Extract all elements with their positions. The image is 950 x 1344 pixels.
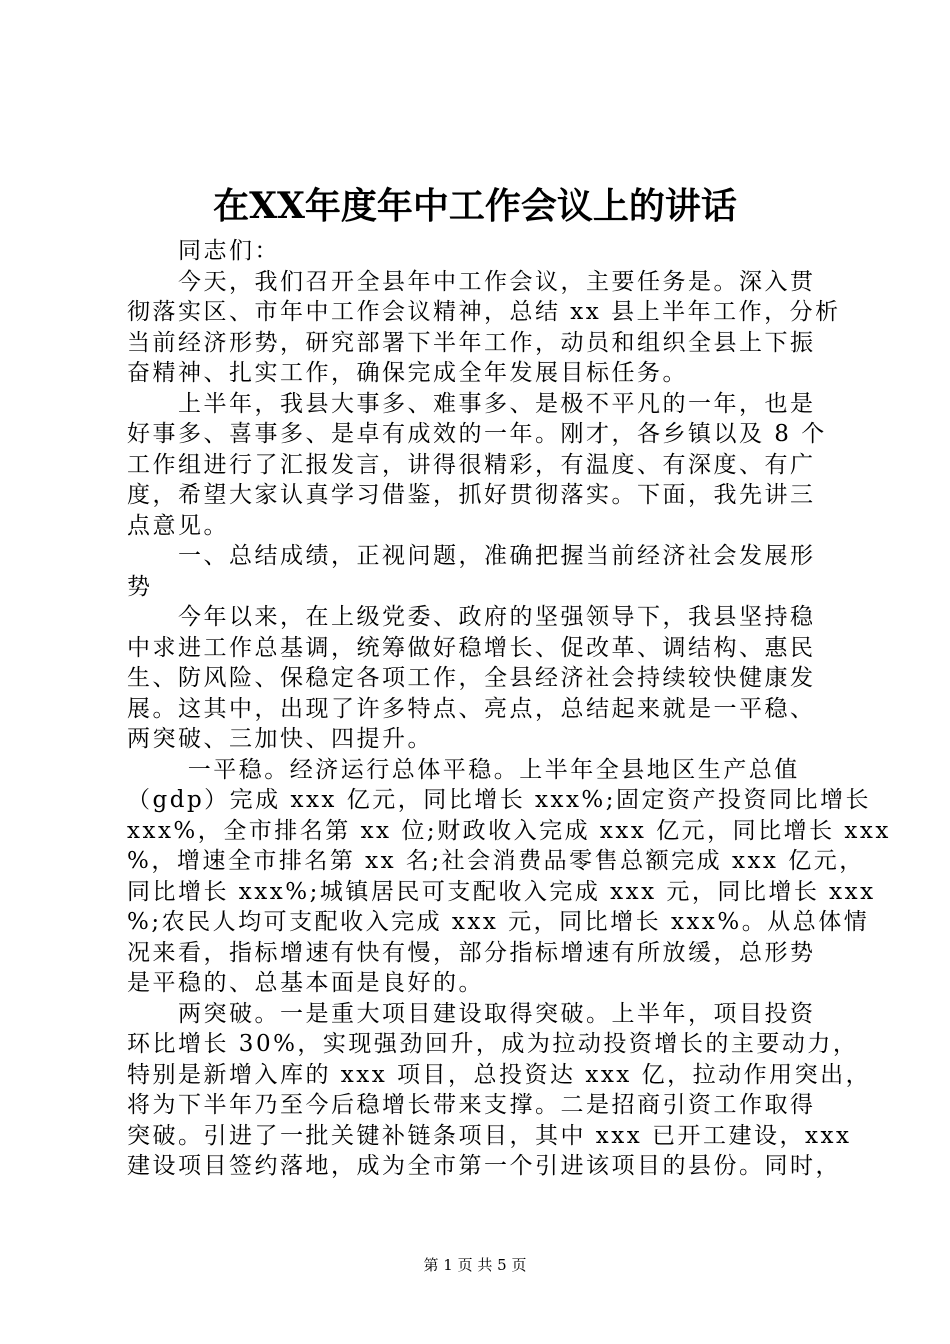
body-line: %;农民人均可支配收入完成 xxx 元，同比增长 xxx%。从总体情 [127, 909, 870, 935]
body-line: 今年以来，在上级党委、政府的坚强领导下，我县坚持稳 [127, 604, 816, 630]
body-line: 好事多、喜事多、是卓有成效的一年。刚才，各乡镇以及 8 个 [127, 421, 827, 447]
body-line: 突破。引进了一批关键补链条项目，其中 xxx 已开工建设，xxx [127, 1122, 852, 1149]
body-line: 今天，我们召开全县年中工作会议，主要任务是。深入贯 [127, 268, 816, 295]
body-line: 彻落实区、市年中工作会议精神，总结 xx 县上半年工作，分析 [127, 299, 841, 325]
body-line: 环比增长 30%，实现强劲回升，成为拉动投资增长的主要动力， [127, 1031, 859, 1057]
document-title: 在XX年度年中工作会议上的讲话 [213, 185, 737, 227]
body-line: 点意见。 [127, 512, 229, 539]
body-line: 工作组进行了汇报发言，讲得很精彩，有温度、有深度、有广 [127, 451, 816, 478]
body-line: xxx%，全市排名第 xx 位;财政收入完成 xxx 亿元，同比增长 xxx [127, 817, 891, 844]
body-line: 生、防风险、保稳定各项工作，全县经济社会持续较快健康发 [127, 665, 816, 691]
body-line: （gdp）完成 xxx 亿元，同比增长 xxx%;固定资产投资同比增长 [127, 787, 872, 813]
body-line: 两突破。一是重大项目建设取得突破。上半年，项目投资 [127, 1000, 816, 1027]
section-heading-line: 一、总结成绩，正视问题，准确把握当前经济社会发展形 [127, 543, 816, 569]
body-line: 将为下半年乃至今后稳增长带来支撑。二是招商引资工作取得 [127, 1092, 816, 1118]
page-number-footer: 第 1 页 共 5 页 [423, 1256, 527, 1274]
body-line: 建设项目签约落地，成为全市第一个引进该项目的县份。同时， [127, 1153, 841, 1179]
section-heading-line: 势 [127, 573, 153, 600]
body-line: 奋精神、扎实工作，确保完成全年发展目标任务。 [127, 360, 688, 386]
body-line: 一平稳。经济运行总体平稳。上半年全县地区生产总值 [127, 756, 800, 783]
body-line: 两突破、三加快、四提升。 [127, 726, 433, 752]
body-line: 上半年，我县大事多、难事多、是极不平凡的一年，也是 [127, 390, 816, 417]
body-line: 中求进工作总基调，统筹做好稳增长、促改革、调结构、惠民 [127, 634, 816, 661]
body-line: 是平稳的、总基本面是良好的。 [127, 970, 484, 996]
document-body [127, 236, 891, 1182]
body-line: 展。这其中，出现了许多特点、亮点，总结起来就是一平稳、 [127, 695, 816, 722]
body-line: 特别是新增入库的 xxx 项目，总投资达 xxx 亿，拉动作用突出， [127, 1061, 872, 1088]
body-line: 当前经济形势，研究部署下半年工作，动员和组织全县上下振 [127, 329, 816, 356]
body-line: 度，希望大家认真学习借鉴，抓好贯彻落实。下面，我先讲三 [127, 482, 816, 508]
body-line: 同志们： [127, 238, 280, 264]
body-line: %，增速全市排名第 xx 名;社会消费品零售总额完成 xxx 亿元， [127, 848, 865, 874]
body-line: 同比增长 xxx%;城镇居民可支配收入完成 xxx 元，同比增长 xxx [127, 878, 876, 905]
body-line: 况来看，指标增速有快有慢，部分指标增速有所放缓，总形势 [127, 939, 816, 966]
